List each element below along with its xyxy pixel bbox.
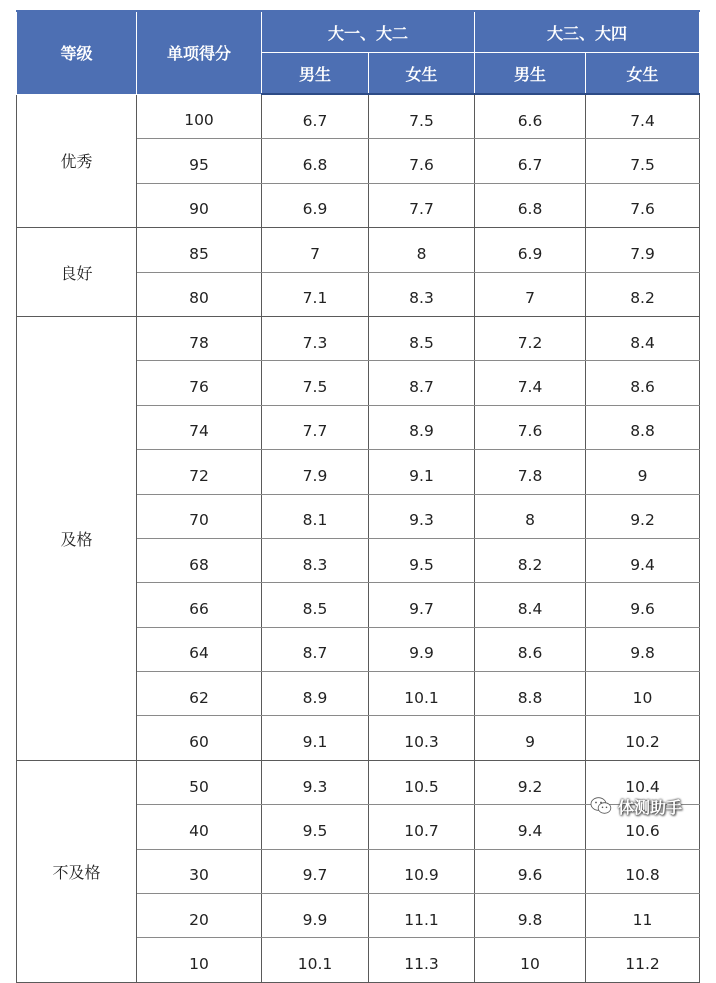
score-cell: 50 (137, 760, 262, 804)
score-cell: 74 (137, 405, 262, 449)
score-cell: 78 (137, 316, 262, 360)
year12-female-cell: 7.7 (369, 183, 475, 227)
year34-male-cell: 6.7 (475, 139, 586, 183)
year12-female-cell: 9.3 (369, 494, 475, 538)
year34-male-cell: 9.4 (475, 805, 586, 849)
year12-female-cell: 7.5 (369, 94, 475, 139)
score-cell: 66 (137, 583, 262, 627)
year12-male-cell: 6.7 (262, 94, 369, 139)
year12-male-cell: 10.1 (262, 938, 369, 982)
year34-male-cell: 8 (475, 494, 586, 538)
score-cell: 40 (137, 805, 262, 849)
year34-male-cell: 9 (475, 716, 586, 760)
year12-male-cell: 9.7 (262, 849, 369, 893)
year12-male-cell: 7.1 (262, 272, 369, 316)
year12-female-cell: 7.6 (369, 139, 475, 183)
year34-female-cell: 7.6 (586, 183, 700, 227)
year34-male-cell: 6.6 (475, 94, 586, 139)
year34-female-cell: 8.8 (586, 405, 700, 449)
grade-cell: 良好 (17, 228, 137, 317)
year12-female-cell: 9.1 (369, 450, 475, 494)
year12-male-cell: 9.5 (262, 805, 369, 849)
score-cell: 64 (137, 627, 262, 671)
year12-male-cell: 7.3 (262, 316, 369, 360)
score-cell: 60 (137, 716, 262, 760)
score-cell: 100 (137, 94, 262, 139)
score-cell: 62 (137, 672, 262, 716)
year34-male-cell: 6.9 (475, 228, 586, 272)
year34-female-cell: 7.5 (586, 139, 700, 183)
header-b-male: 男生 (475, 53, 586, 95)
year34-male-cell: 6.8 (475, 183, 586, 227)
score-cell: 90 (137, 183, 262, 227)
year12-male-cell: 7.5 (262, 361, 369, 405)
grade-cell: 不及格 (17, 760, 137, 982)
header-a-male: 男生 (262, 53, 369, 95)
header-score: 单项得分 (137, 11, 262, 94)
year34-female-cell: 8.2 (586, 272, 700, 316)
score-cell: 72 (137, 450, 262, 494)
table-row (17, 228, 700, 272)
year12-female-cell: 9.7 (369, 583, 475, 627)
table-header (17, 11, 700, 94)
header-grade: 等级 (17, 11, 137, 94)
year34-male-cell: 9.8 (475, 894, 586, 938)
score-cell: 80 (137, 272, 262, 316)
year12-male-cell: 8.3 (262, 538, 369, 582)
year34-female-cell: 9.8 (586, 627, 700, 671)
score-table (16, 10, 700, 983)
year12-male-cell: 9.1 (262, 716, 369, 760)
year34-female-cell: 7.4 (586, 94, 700, 139)
score-cell: 85 (137, 228, 262, 272)
table-row (17, 316, 700, 360)
score-cell: 70 (137, 494, 262, 538)
year34-male-cell: 7 (475, 272, 586, 316)
score-cell: 30 (137, 849, 262, 893)
year12-female-cell: 8 (369, 228, 475, 272)
year12-female-cell: 8.3 (369, 272, 475, 316)
table-row (17, 760, 700, 804)
year34-female-cell: 10 (586, 672, 700, 716)
year34-female-cell: 10.8 (586, 849, 700, 893)
header-group-b: 大三、大四 (475, 11, 700, 53)
year12-female-cell: 10.5 (369, 760, 475, 804)
year12-female-cell: 9.9 (369, 627, 475, 671)
year12-female-cell: 10.7 (369, 805, 475, 849)
year34-female-cell: 9.6 (586, 583, 700, 627)
year12-male-cell: 7 (262, 228, 369, 272)
score-cell: 68 (137, 538, 262, 582)
year34-female-cell: 11 (586, 894, 700, 938)
year34-female-cell: 10.6 (586, 805, 700, 849)
grade-cell: 优秀 (17, 94, 137, 228)
header-a-female: 女生 (369, 53, 475, 95)
year12-male-cell: 6.9 (262, 183, 369, 227)
year34-male-cell: 7.2 (475, 316, 586, 360)
year12-female-cell: 9.5 (369, 538, 475, 582)
score-cell: 76 (137, 361, 262, 405)
year34-female-cell: 10.4 (586, 760, 700, 804)
year34-male-cell: 9.2 (475, 760, 586, 804)
year12-male-cell: 8.1 (262, 494, 369, 538)
year12-female-cell: 11.3 (369, 938, 475, 982)
score-cell: 10 (137, 938, 262, 982)
year12-female-cell: 10.3 (369, 716, 475, 760)
year12-male-cell: 9.3 (262, 760, 369, 804)
year12-female-cell: 8.9 (369, 405, 475, 449)
year12-male-cell: 9.9 (262, 894, 369, 938)
year12-male-cell: 6.8 (262, 139, 369, 183)
score-cell: 95 (137, 139, 262, 183)
year34-female-cell: 9 (586, 450, 700, 494)
year12-female-cell: 11.1 (369, 894, 475, 938)
table-body (17, 94, 700, 982)
year12-male-cell: 7.9 (262, 450, 369, 494)
header-group-a: 大一、大二 (262, 11, 475, 53)
year12-male-cell: 8.5 (262, 583, 369, 627)
header-b-female: 女生 (586, 53, 700, 95)
year34-male-cell: 8.2 (475, 538, 586, 582)
year34-male-cell: 7.8 (475, 450, 586, 494)
year12-female-cell: 10.9 (369, 849, 475, 893)
table-row (17, 94, 700, 139)
year12-female-cell: 8.5 (369, 316, 475, 360)
year12-male-cell: 7.7 (262, 405, 369, 449)
score-cell: 20 (137, 894, 262, 938)
year34-female-cell: 8.6 (586, 361, 700, 405)
year12-male-cell: 8.7 (262, 627, 369, 671)
year34-male-cell: 8.6 (475, 627, 586, 671)
grade-cell: 及格 (17, 316, 137, 760)
year34-male-cell: 10 (475, 938, 586, 982)
year12-female-cell: 10.1 (369, 672, 475, 716)
year34-male-cell: 7.6 (475, 405, 586, 449)
watermark-text: 体测助手 (618, 797, 683, 817)
year34-female-cell: 9.4 (586, 538, 700, 582)
year34-male-cell: 8.8 (475, 672, 586, 716)
year12-female-cell: 8.7 (369, 361, 475, 405)
year34-female-cell: 9.2 (586, 494, 700, 538)
year34-female-cell: 8.4 (586, 316, 700, 360)
year34-male-cell: 8.4 (475, 583, 586, 627)
year12-male-cell: 8.9 (262, 672, 369, 716)
year34-female-cell: 7.9 (586, 228, 700, 272)
year34-male-cell: 7.4 (475, 361, 586, 405)
year34-female-cell: 10.2 (586, 716, 700, 760)
year34-male-cell: 9.6 (475, 849, 586, 893)
year34-female-cell: 11.2 (586, 938, 700, 982)
